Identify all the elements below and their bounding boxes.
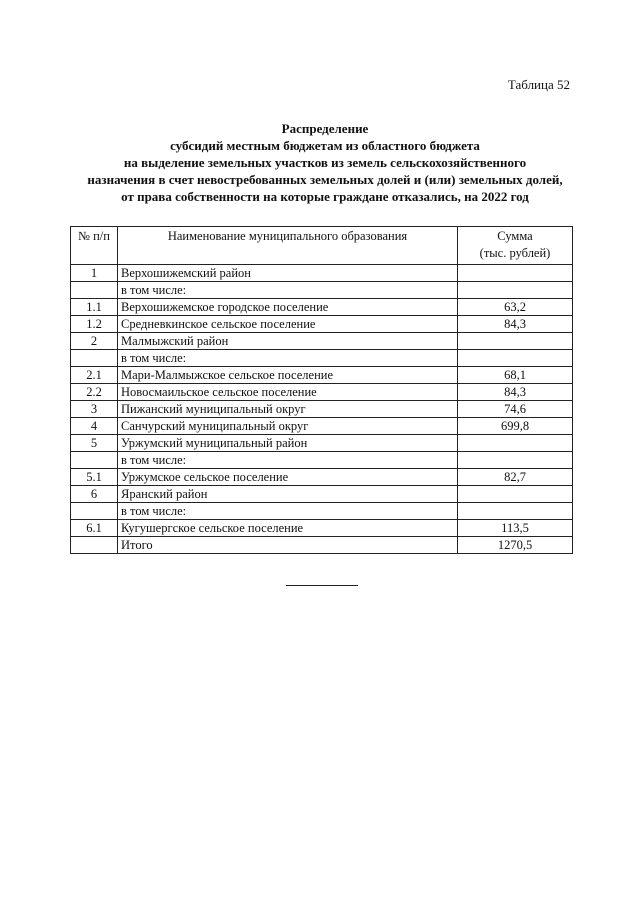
row-number: 1.2 (71, 316, 118, 333)
row-municipality: Верхошижемское городское поселение (118, 299, 458, 316)
table-row (71, 350, 573, 367)
header-municipality: Наименование муниципального образования (118, 227, 458, 265)
row-number: 6 (71, 486, 118, 503)
row-sum: 82,7 (458, 469, 573, 486)
heading-line: субсидий местным бюджетам из областного бюджета (170, 138, 480, 153)
row-number (71, 282, 118, 299)
table-row (71, 537, 573, 554)
row-sum: 699,8 (458, 418, 573, 435)
row-municipality: Малмыжский район (118, 333, 458, 350)
row-municipality: Мари-Малмыжское сельское поселение (118, 367, 458, 384)
table-body (71, 265, 573, 554)
header-sum (458, 227, 573, 265)
row-number: 4 (71, 418, 118, 435)
table-number-label: Таблица 52 (507, 77, 570, 92)
row-municipality: в том числе: (118, 452, 458, 469)
row-sum (458, 486, 573, 503)
row-municipality: Верхошижемский район (118, 265, 458, 282)
row-sum (458, 452, 573, 469)
table-row (71, 452, 573, 469)
heading-line: Распределение (281, 121, 369, 136)
table-row (71, 520, 573, 537)
header-number: № п/п (71, 227, 118, 265)
table-row (71, 435, 573, 452)
row-number (71, 452, 118, 469)
row-number: 2 (71, 333, 118, 350)
heading-line: назначения в счет невостребованных земельных долей и (или) земельных долей, (87, 172, 563, 187)
row-sum: 113,5 (458, 520, 573, 537)
row-sum (458, 265, 573, 282)
row-sum (458, 503, 573, 520)
table-row (71, 367, 573, 384)
row-number: 5.1 (71, 469, 118, 486)
heading-line: от права собственности на которые граждане отказались, на 2022 год (121, 189, 529, 204)
row-municipality: в том числе: (118, 282, 458, 299)
document-heading (60, 120, 590, 205)
heading-line: на выделение земельных участков из земель сельскохозяйственного (123, 155, 527, 170)
table-row (71, 418, 573, 435)
row-municipality: Яранский район (118, 486, 458, 503)
row-number (71, 537, 118, 554)
row-number (71, 503, 118, 520)
row-number: 6.1 (71, 520, 118, 537)
table-row (71, 333, 573, 350)
row-municipality: Средневкинское сельское поселение (118, 316, 458, 333)
table-row (71, 299, 573, 316)
row-municipality: Кугушергское сельское поселение (118, 520, 458, 537)
row-municipality: Санчурский муниципальный округ (118, 418, 458, 435)
row-number: 2.2 (71, 384, 118, 401)
table-row (71, 265, 573, 282)
row-sum: 63,2 (458, 299, 573, 316)
row-municipality: Пижанский муниципальный округ (118, 401, 458, 418)
row-sum: 1270,5 (458, 537, 573, 554)
row-sum (458, 435, 573, 452)
table-header-row (71, 227, 573, 265)
row-municipality: в том числе: (118, 503, 458, 520)
row-municipality: Уржумский муниципальный район (118, 435, 458, 452)
row-sum: 68,1 (458, 367, 573, 384)
row-sum (458, 333, 573, 350)
row-sum: 84,3 (458, 316, 573, 333)
row-number: 2.1 (71, 367, 118, 384)
row-municipality: Итого (118, 537, 458, 554)
table-row (71, 316, 573, 333)
row-number: 3 (71, 401, 118, 418)
table-row (71, 503, 573, 520)
row-sum (458, 350, 573, 367)
footer-separator-line (286, 585, 358, 586)
subsidy-table (70, 226, 573, 554)
row-number: 1.1 (71, 299, 118, 316)
table-row (71, 469, 573, 486)
row-number: 5 (71, 435, 118, 452)
row-municipality: Новосмаильское сельское поселение (118, 384, 458, 401)
header-sum-unit: (тыс. рублей) (479, 246, 551, 260)
row-number (71, 350, 118, 367)
row-sum: 74,6 (458, 401, 573, 418)
row-municipality: Уржумское сельское поселение (118, 469, 458, 486)
table-row (71, 384, 573, 401)
row-municipality: в том числе: (118, 350, 458, 367)
row-sum: 84,3 (458, 384, 573, 401)
table-row (71, 486, 573, 503)
row-number: 1 (71, 265, 118, 282)
header-sum-title: Сумма (497, 229, 533, 243)
row-sum (458, 282, 573, 299)
table-row (71, 401, 573, 418)
table-row (71, 282, 573, 299)
